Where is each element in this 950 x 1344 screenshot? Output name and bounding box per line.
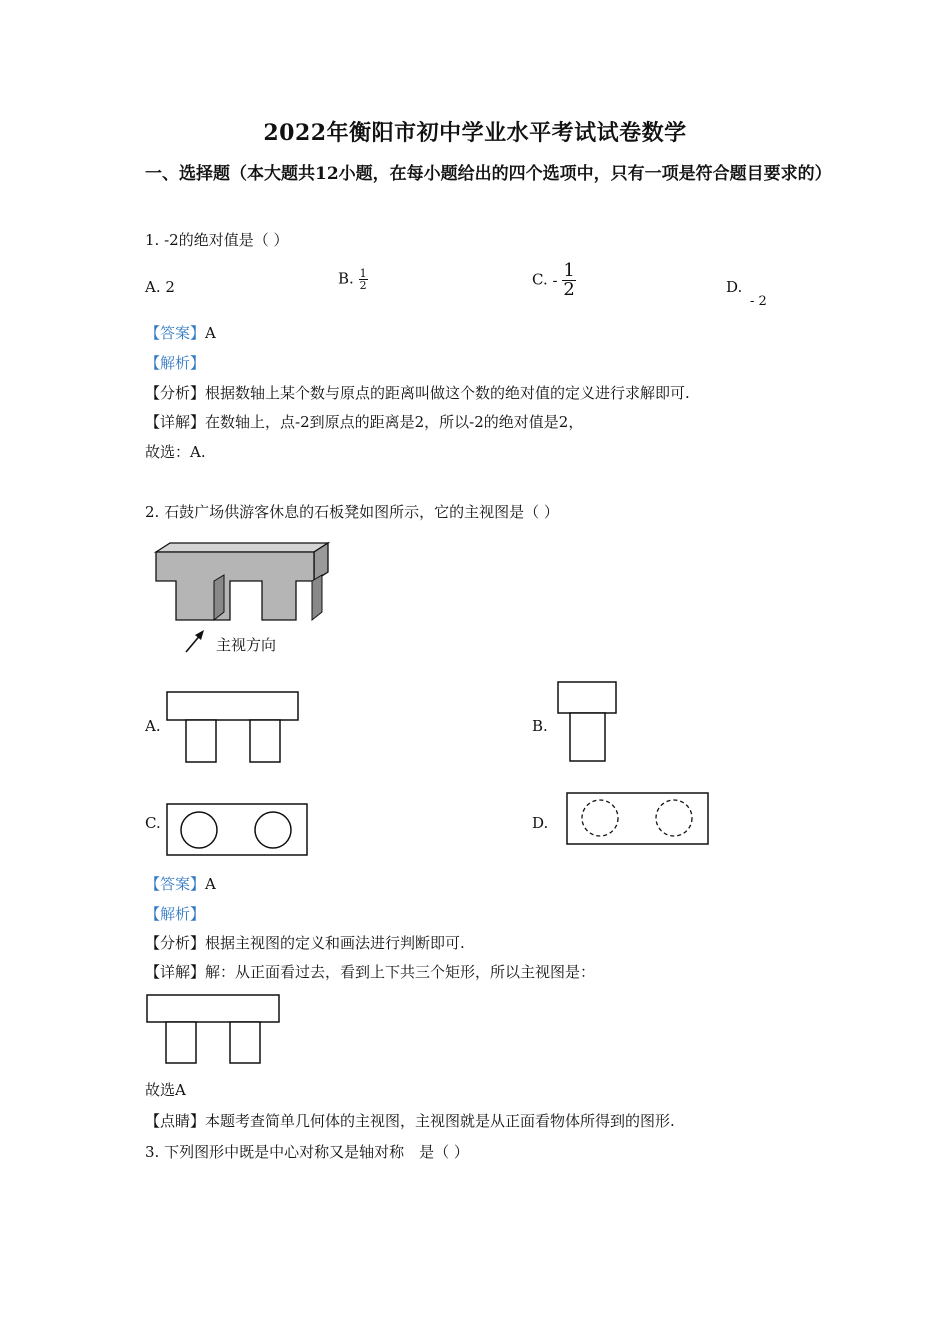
q1-answer-tag: 【答案】 [145,324,206,342]
q2-option-b-figure [556,680,620,766]
q1-xiangjie [145,412,583,432]
q1-analysis-tag: 【解析】 [145,354,206,372]
q1-answer-value: A [205,324,216,342]
q1-option-c-numerator: 1 [563,260,575,281]
section-heading: 一、选择题（本大题共12小题，在每小题给出的四个选项中，只有一项是符合题目要求的） [145,164,832,184]
bench-leg-side [214,575,224,620]
q1-conclusion: 故选：A. [145,443,206,461]
q2-dianjing-text: 本题考查简单几何体的主视图，主视图就是从正面看物体所得到的图形. [205,1112,675,1130]
q2-fenxi-tag: 【分析】 [145,934,206,952]
q1-option-c-sign: - [552,271,558,290]
q2-dianjing-tag: 【点睛】 [145,1112,206,1130]
q1-option-c-label: C. [532,270,548,289]
q2-answer-value: A [205,875,216,893]
q2-option-c-label: C. [145,814,161,832]
q2-option-a-label: A. [145,717,161,735]
q2-option-d-label: D. [532,814,549,832]
view-direction-caption: 主视方向 [216,636,277,654]
q1-option-a: A. 2 [145,278,175,296]
q1-fenxi [145,383,690,403]
q1-xiangjie-tag: 【详解】 [145,413,206,431]
q2-solution-figure [145,993,285,1068]
q1-option-b [338,268,368,291]
q2-xiangjie [145,962,595,982]
q1-xiangjie-text: 在数轴上，点-2到原点的距离是2，所以-2的绝对值是2， [205,413,584,431]
q1-option-c [532,262,576,299]
bench-leg-side [312,575,322,620]
q1-fenxi-tag: 【分析】 [145,384,206,402]
q1-option-c-fraction [562,262,575,299]
q2-xiangjie-tag: 【详解】 [145,963,206,981]
q2-xiangjie-text: 解：从正面看过去，看到上下共三个矩形，所以主视图是： [205,963,596,981]
q2-option-a-figure [165,690,305,768]
q1-option-b-label: B. [338,269,354,288]
q2-fenxi [145,933,465,953]
q2-option-d-figure [565,791,713,849]
q1-answer [145,323,216,343]
q2-fenxi-text: 根据主视图的定义和画法进行判断即可. [205,934,465,952]
q1-option-d-value: - 2 [750,294,767,309]
q3-stem: 3. 下列图形中既是中心对称又是轴对称 是（ ） [145,1143,469,1161]
q1-option-b-denominator: 2 [359,279,367,292]
q1-fenxi-text: 根据数轴上某个数与原点的距离叫做这个数的绝对值的定义进行求解即可. [205,384,690,402]
q1-option-b-fraction [359,268,368,291]
q1-option-b-numerator: 1 [359,267,367,280]
q2-stem: 2. 石鼓广场供游客休息的石板凳如图所示，它的主视图是（ ） [145,503,559,521]
q1-stem: 1. -2的绝对值是（ ） [145,231,289,249]
q1-option-d-label: D. [726,278,743,296]
bench-figure [150,540,335,660]
bench-top-face [156,543,328,552]
q2-analysis-tag: 【解析】 [145,905,206,923]
q2-option-c-figure [165,802,313,860]
q2-answer [145,874,216,894]
q2-conclusion: 故选A [145,1081,186,1099]
q2-option-b-label: B. [532,717,548,735]
q1-option-c-denominator: 2 [563,279,575,300]
q2-answer-tag: 【答案】 [145,875,206,893]
bench-front-face [156,552,314,620]
page-title: 2022年衡阳市初中学业水平考试试卷数学 [263,120,687,146]
q2-dianjing [145,1111,675,1131]
